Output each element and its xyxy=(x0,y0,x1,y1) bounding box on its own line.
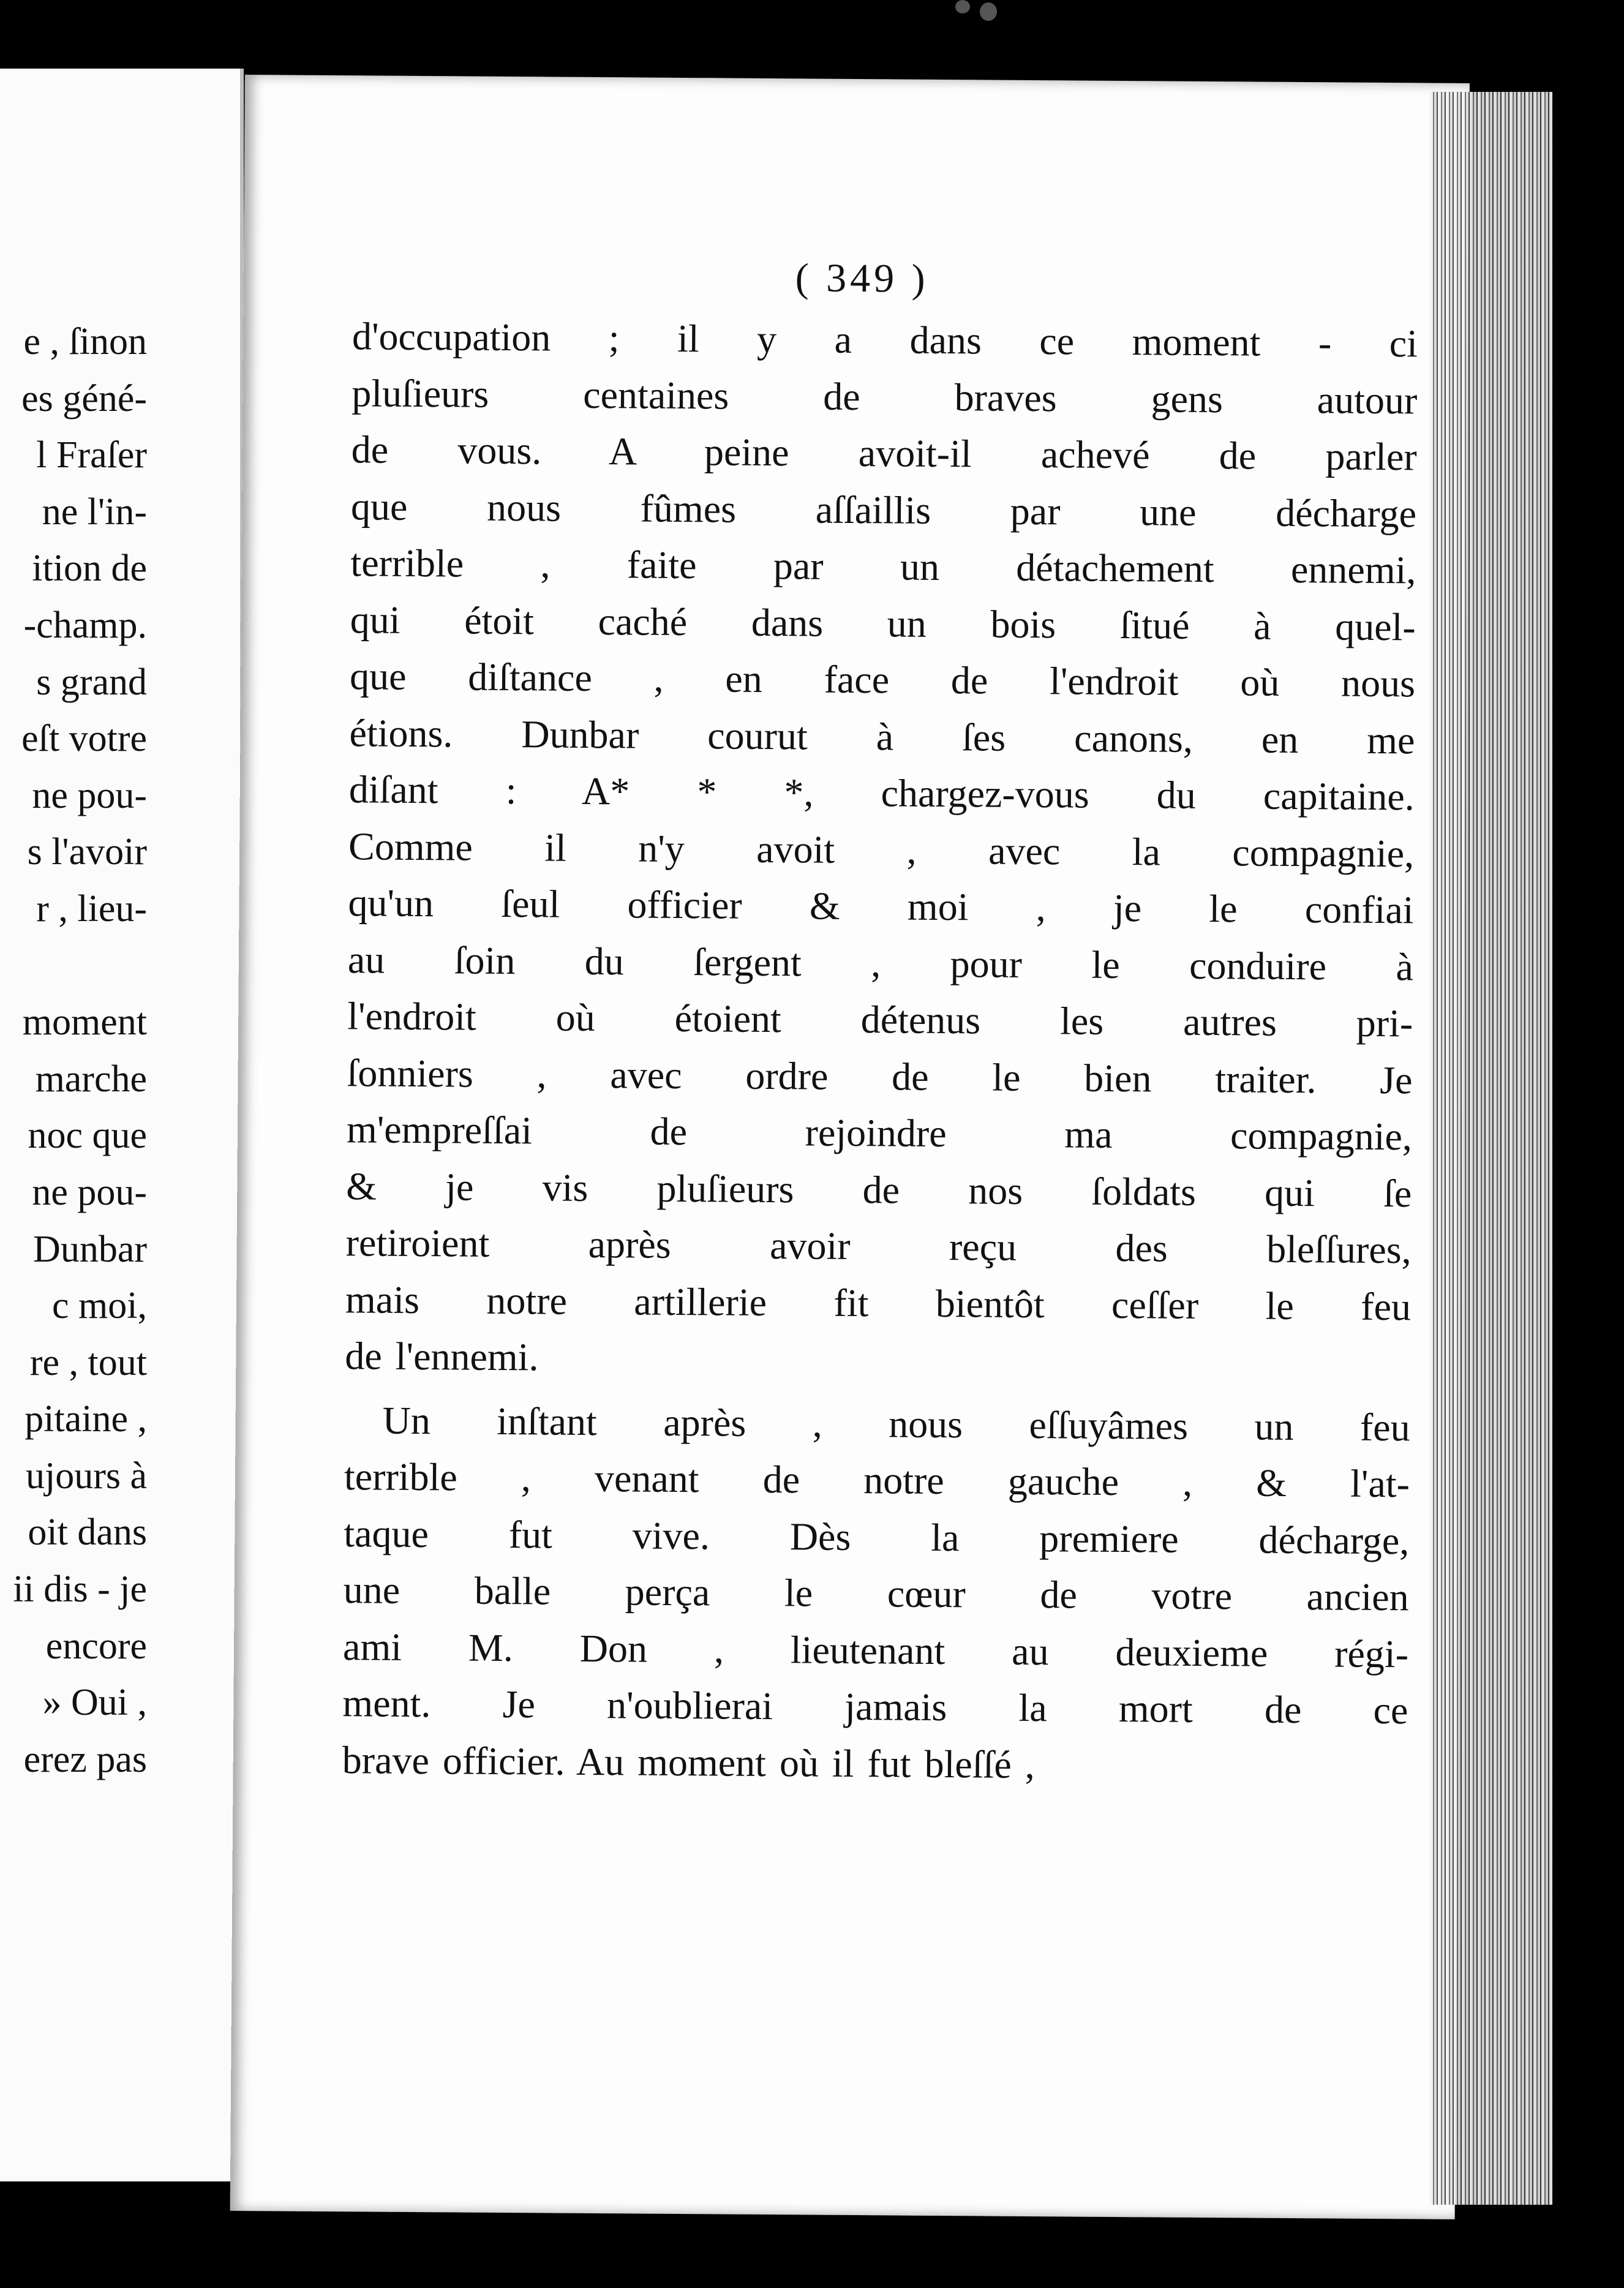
text-line: m'empreſſai de rejoindre ma compagnie, xyxy=(346,1107,1413,1159)
text-line: de l'ennemi. xyxy=(345,1334,539,1379)
left-page-line: pitaine , xyxy=(24,1398,147,1440)
left-page xyxy=(0,69,244,2181)
text-line: que diſtance , en face de l'endroit où nous xyxy=(349,654,1416,706)
page-body xyxy=(342,308,1418,1796)
scan-speck xyxy=(955,0,970,13)
left-page-line: e , ſinon xyxy=(23,321,147,363)
right-page xyxy=(230,75,1470,2219)
left-page-line: ition de xyxy=(32,548,147,590)
left-page-line: s l'avoir xyxy=(27,831,147,873)
left-page-line: re , tout xyxy=(29,1341,147,1383)
text-line: que nous fûmes aſſaillis par une décharge xyxy=(350,484,1417,535)
text-line: taque fut vive. Dès la premiere décharge, xyxy=(344,1511,1410,1562)
scan-speck xyxy=(980,2,997,21)
left-page-line: moment xyxy=(22,1001,147,1044)
text-line: ment. Je n'oublierai jamais la mort de ce xyxy=(342,1681,1408,1733)
left-page-line: s grand xyxy=(36,661,147,703)
left-page-line: ne pou- xyxy=(32,1171,147,1213)
left-page-line: eſt votre xyxy=(21,718,147,760)
text-line: qui étoit caché dans un bois ſitué à quel- xyxy=(350,597,1416,649)
text-line: Comme il n'y avoit , avec la compagnie, xyxy=(348,824,1415,875)
left-page-line: encore xyxy=(45,1625,147,1667)
left-page-line: noc que xyxy=(28,1115,147,1157)
text-line: terrible , venant de notre gauche , & l'at- xyxy=(344,1454,1410,1506)
left-page-line: -champ. xyxy=(23,604,147,646)
text-line: terrible , faite par un détachement ennemi, xyxy=(350,541,1416,592)
page-number: ( 349 ) xyxy=(795,255,929,301)
left-page-line: » Oui , xyxy=(42,1682,147,1724)
text-line: une balle perça le cœur de votre ancien xyxy=(343,1568,1409,1619)
page-edge-stack xyxy=(1430,92,1552,2205)
left-page-line: l Fraſer xyxy=(36,434,147,476)
left-page-line: ujours à xyxy=(25,1454,147,1497)
text-line: ami M. Don , lieutenant au deuxieme régi- xyxy=(342,1624,1409,1676)
text-line: l'endroit où étoient détenus les autres pri- xyxy=(347,994,1413,1045)
left-page-line: erez pas xyxy=(23,1738,147,1780)
left-page-line xyxy=(0,938,240,995)
left-page-line: c moi, xyxy=(52,1285,147,1327)
left-page-line: ne pou- xyxy=(32,774,147,816)
text-line: Un inſtant après , nous eſſuyâmes un feu xyxy=(382,1398,1410,1449)
paragraph-1 xyxy=(345,308,1418,1392)
text-line: ſonniers , avec ordre de le bien traiter. Je xyxy=(347,1050,1413,1102)
left-page-line: marche xyxy=(35,1058,147,1100)
left-page-line: es géné- xyxy=(21,377,147,420)
text-line: retiroient après avoir reçu des bleſſures, xyxy=(345,1221,1412,1272)
text-line: mais notre artillerie fit bientôt ceſſer le feu xyxy=(345,1277,1412,1328)
text-line: d'occupation ; il y a dans ce moment - ci xyxy=(351,314,1418,366)
text-line: diſant : A* * *, chargez-vous du capitaine. xyxy=(348,767,1415,819)
text-line: étions. Dunbar courut à ſes canons, en me xyxy=(349,710,1415,762)
text-line: brave officier. Au moment où il fut bleſſé , xyxy=(342,1737,1036,1786)
left-page-text xyxy=(0,314,240,1788)
left-page-line: oit dans xyxy=(28,1511,147,1554)
text-line: & je vis pluſieurs de nos ſoldats qui ſe xyxy=(346,1164,1412,1215)
text-line: pluſieurs centaines de braves gens autour xyxy=(351,371,1418,422)
left-page-line: ne l'in- xyxy=(42,491,147,533)
left-page-line: ii dis - je xyxy=(13,1568,147,1611)
paragraph-2 xyxy=(342,1392,1410,1796)
text-line: de vous. A peine avoit-il achevé de parler xyxy=(351,427,1417,479)
left-page-line: Dunbar xyxy=(33,1228,147,1270)
text-line: qu'un ſeul officier & moi , je le confiai xyxy=(348,881,1414,932)
text-line: au ſoin du ſergent , pour le conduire à xyxy=(347,937,1414,988)
left-page-line: r , lieu- xyxy=(36,887,147,930)
